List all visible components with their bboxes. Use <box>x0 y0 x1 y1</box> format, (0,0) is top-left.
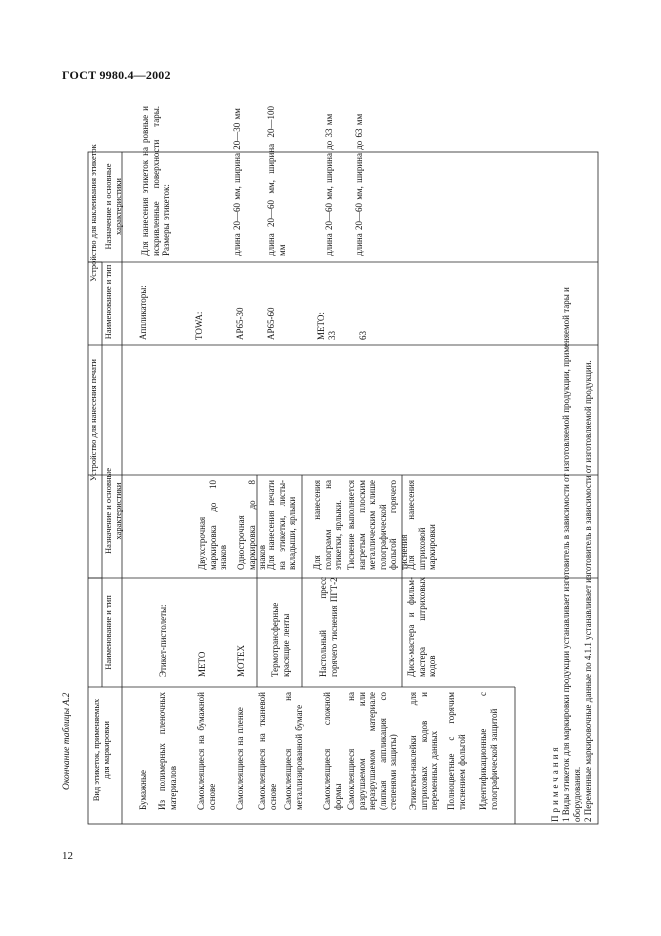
page-number: 12 <box>62 850 73 862</box>
label-device-name-towa: TOWA: <box>194 311 204 340</box>
print-device-purpose-motex: Однострочная маркировка до 8 знаков <box>236 480 267 570</box>
label-type-self-adhesive-metallized: Самоклеящиеся на металлизированной бумаге <box>283 692 304 810</box>
label-type-complex-shape: Самоклеящиеся сложной формы <box>322 692 343 810</box>
header-print-name: Наименование и тип <box>103 595 113 670</box>
label-device-purpose-applicators: Для нанесения этикеток на ровные и искривленные поверхности тары. Размеры этикеток: <box>140 106 171 256</box>
header-label-name: Наименование и тип <box>103 264 113 340</box>
label-type-destructible: Самоклеящиеся на разрушаемом или неразрушаемом материале (липкая аппликация со степенями защиты) <box>346 692 398 810</box>
print-device-name-meto: МЕТО <box>197 651 207 677</box>
print-device-name-press: Настольный пресс горячего тиснения ПГТ-2 <box>318 577 339 677</box>
header-labeling-group: Устройство для наклеивания этикеток <box>88 144 98 282</box>
print-device-purpose-embossing: Тиснение выполняется нагретым плоским металлическим клише голографической фольгой горячего тиснения <box>346 480 409 570</box>
table-caption: Окончание таблицы А.2 <box>62 692 72 790</box>
label-device-purpose-ap65-60: длина 20—60 мм, ширина 20—100 мм <box>266 106 287 256</box>
label-type-polymer: Из полимерных пленочных материалов <box>157 692 178 810</box>
label-type-self-adhesive-film: Самоклеящиеся на пленке <box>235 707 245 810</box>
print-device-purpose-barcode: Для нанесения штриховой маркировки <box>406 480 437 570</box>
print-device-name-thermal: Термотрансферные красящие ленты <box>270 602 291 677</box>
table-notes <box>550 287 594 822</box>
label-type-self-adhesive-fabric: Самоклеящиеся на тканевой основе <box>257 692 278 810</box>
label-type-barcode: Этикетки-наклейки для штриховых кодов и переменных данных <box>408 692 439 810</box>
print-device-name-disc-master: Диск-мастера и фильм-мастера штриховых кодов <box>406 577 437 677</box>
document-title: ГОСТ 9980.4—2002 <box>62 68 171 82</box>
label-device-purpose-33: длина 20—60 мм, ширина до 33 мм <box>324 113 334 256</box>
label-device-name-meto: МЕТО: <box>316 312 326 340</box>
label-device-purpose-ap65-30: длина 20—60 мм, ширина 20—30 мм <box>232 108 242 256</box>
header-print-purpose: Назначение и основные характеристики <box>103 467 123 555</box>
label-device-name-ap65-30: АР65-30 <box>235 307 245 340</box>
print-device-name-guns: Этикет-пистолеты: <box>158 604 168 677</box>
print-device-purpose-thermal: Для нанесения печати на этикетки, листы-вкладыши, ярлыки <box>266 480 297 570</box>
note-1: 1 Виды этикеток для маркировки продукции устанавливает изготовитель в зависимости от изготовляемой продукции, применяемой тары и <box>561 287 571 822</box>
label-device-name-applicators: Аппликаторы: <box>138 285 148 340</box>
print-device-name-motex: МОТЕХ <box>236 645 246 677</box>
label-device-name-63: 63 <box>358 331 368 340</box>
header-label-purpose: Назначение и основные характеристики <box>103 163 123 250</box>
header-printing-group: Устройство для нанесения печати <box>88 359 98 481</box>
header-label-type: Вид этикеток, применяемых для маркировки <box>91 698 111 802</box>
label-type-self-adhesive-paper: Самоклеящиеся на бумажной основе <box>196 692 217 810</box>
print-device-purpose-meto: Двухстрочная маркировка до 10 знаков <box>197 480 228 570</box>
print-device-purpose-press: Для нанесения голограмм на этикетки, ярлыки. <box>312 480 343 570</box>
label-device-name-33: 33 <box>327 331 337 340</box>
label-type-full-color: Полноцветные с горячим тиснением фольгой <box>446 692 467 810</box>
notes-title: Примечания <box>550 744 560 822</box>
label-device-name-ap65-60: АР65-60 <box>266 307 276 340</box>
note-1-continued: оборудования. <box>572 766 582 822</box>
label-device-purpose-63: длина 20—60 мм, ширина до 63 мм <box>354 113 364 256</box>
label-type-holographic: Идентификационные с голографической защитой <box>478 692 499 810</box>
note-2: 2 Переменные маркировочные данные по 4.1.1 устанавливает изготовитель в зависимости от изготовляемой продукции. <box>583 360 593 822</box>
label-type-paper: Бумажные <box>138 769 148 810</box>
